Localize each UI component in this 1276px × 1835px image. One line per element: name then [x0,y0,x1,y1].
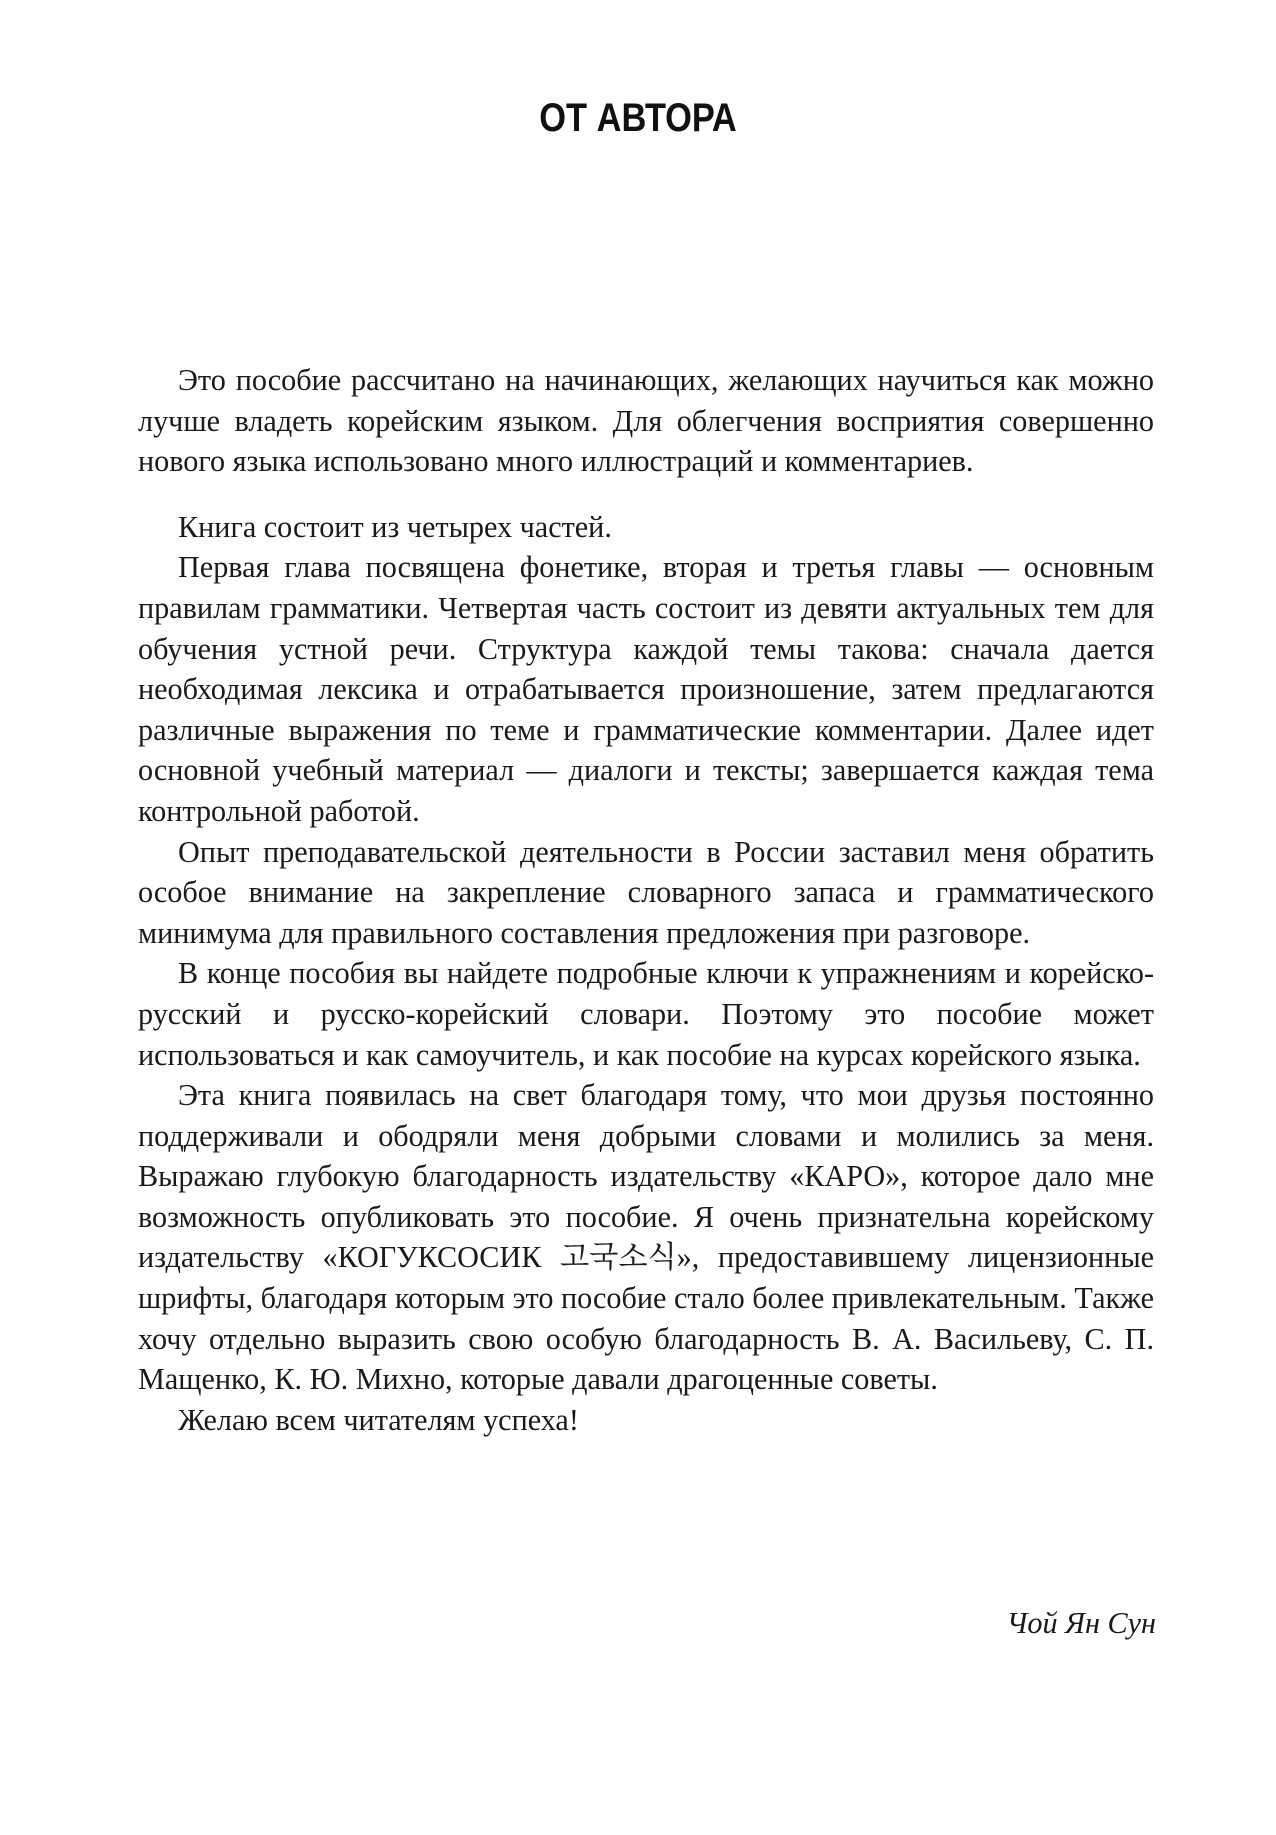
paragraph-intro: Это пособие рассчитано на начинающих, желающих научиться как можно лучше владеть корейским языком. Для облегчения восприятия совершенно нового языка использовано много иллюстраций и комментариев. [138,363,1154,479]
paragraph-structure: Первая глава посвящена фонетике, вторая и третья главы — основным правилам грамматики. Четвертая часть состоит из девяти актуальных тем для обучения устной речи. Структура каждой темы такова: сначала дается необходимая лексика и отрабатывается произношение, затем предлагаются различные выражения по теме и грамматические комментарии. Далее идет основной учебный материал — диалоги и тексты; завершается каждая тема контрольной работой. [138,550,1154,828]
author-signature: Чой Ян Сун [1006,1606,1156,1640]
paragraph-keys: В конце пособия вы найдете подробные ключи к упражнениям и корейско-русский и русско-корейский словари. Поэтому это пособие может использоваться и как самоучитель, и как пособие на курсах корейского языка. [138,956,1154,1072]
paragraph-experience: Опыт преподавательской деятельности в России заставил меня обратить особое внимание на закрепление словарного запаса и грамматического минимума для правильного составления предложения при разговоре. [138,834,1154,950]
paragraph-acknowledgements: Эта книга появилась на свет благодаря тому, что мои друзья постоянно поддерживали и ободряли меня добрыми словами и молились за меня. Выражаю глубокую благодарность издательству «КАРО», которое дало мне возможность опубликовать это пособие. Я очень признательна корейскому издательству «КОГУКСОСИК 고국소식», предоставившему лицензионные шрифты, благодаря которым это пособие стало более привлекательным. Также хочу отдельно выразить свою особую благодарность В. А. Васильеву, С. П. Мащенко, К. Ю. Михно, которые давали драгоценные советы. [138,1078,1154,1397]
body-text [138,360,1154,1440]
paragraph-parts: Книга состоит из четырех частей. [178,509,612,544]
page-title: ОТ АВТОРА [539,96,737,140]
paragraph-wishes: Желаю всем читателям успеха! [178,1402,579,1437]
